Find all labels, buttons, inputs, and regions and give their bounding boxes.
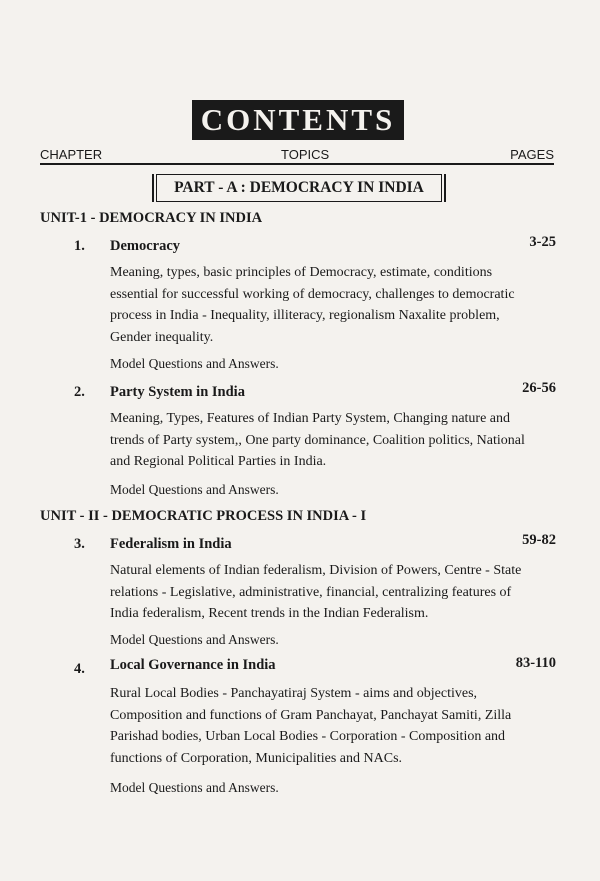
- unit-heading-2: UNIT - II - DEMOCRATIC PROCESS IN INDIA - I: [40, 508, 367, 524]
- chapter-pages: 59-82: [522, 532, 556, 548]
- model-questions: Model Questions and Answers.: [110, 632, 279, 647]
- contents-heading-box: [192, 100, 404, 140]
- chapter-number: 4.: [74, 661, 85, 677]
- chapter-description: Meaning, Types, Features of Indian Party System, Changing nature and trends of Party system,, One party dominance, Coalition politics, National and Regional Political Parties in India.: [110, 411, 525, 469]
- chapter-title: Party System in India: [110, 384, 245, 400]
- model-questions: Model Questions and Answers.: [110, 356, 279, 371]
- part-heading: PART - A : DEMOCRACY IN INDIA: [156, 174, 442, 202]
- header-rule: [40, 163, 554, 165]
- chapter-pages: 26-56: [522, 380, 556, 396]
- chapter-number: 2.: [74, 384, 85, 400]
- column-topics: TOPICS: [281, 147, 330, 162]
- unit-heading-1: UNIT-1 - DEMOCRACY IN INDIA: [40, 210, 263, 226]
- chapter-pages: 83-110: [515, 655, 556, 671]
- column-chapter: CHAPTER: [40, 147, 103, 162]
- chapter-pages: 3-25: [529, 234, 556, 250]
- chapter-title: Federalism in India: [110, 536, 232, 552]
- column-pages: PAGES: [510, 147, 554, 162]
- chapter-description: Natural elements of Indian federalism, Division of Powers, Centre - State relations - Legislative, administrative, financial, centralizing features of India federalism, Recent trends in the Indian Federalism.: [110, 563, 522, 621]
- chapter-description: Meaning, types, basic principles of Democracy, estimate, conditions essential for successful working of democracy, challenges to democratic process in India - Inequality, illiteracy, regionalism Naxalite problem, Gender inequality.: [110, 265, 515, 345]
- chapter-title: Democracy: [110, 238, 181, 254]
- chapter-number: 3.: [74, 536, 85, 552]
- chapter-title: Local Governance in India: [110, 657, 276, 673]
- chapter-description: Rural Local Bodies - Panchayatiraj System - aims and objectives, Composition and functions of Gram Panchayat, Panchayat Samiti, Zilla Parishad bodies, Urban Local Bodies - Corporation - Composition and functions of Corporation, Municipalities and NACs.: [110, 686, 512, 766]
- chapter-number: 1.: [74, 238, 85, 254]
- contents-heading: CONTENTS: [200, 102, 396, 137]
- model-questions: Model Questions and Answers.: [110, 482, 279, 497]
- model-questions: Model Questions and Answers.: [110, 780, 279, 795]
